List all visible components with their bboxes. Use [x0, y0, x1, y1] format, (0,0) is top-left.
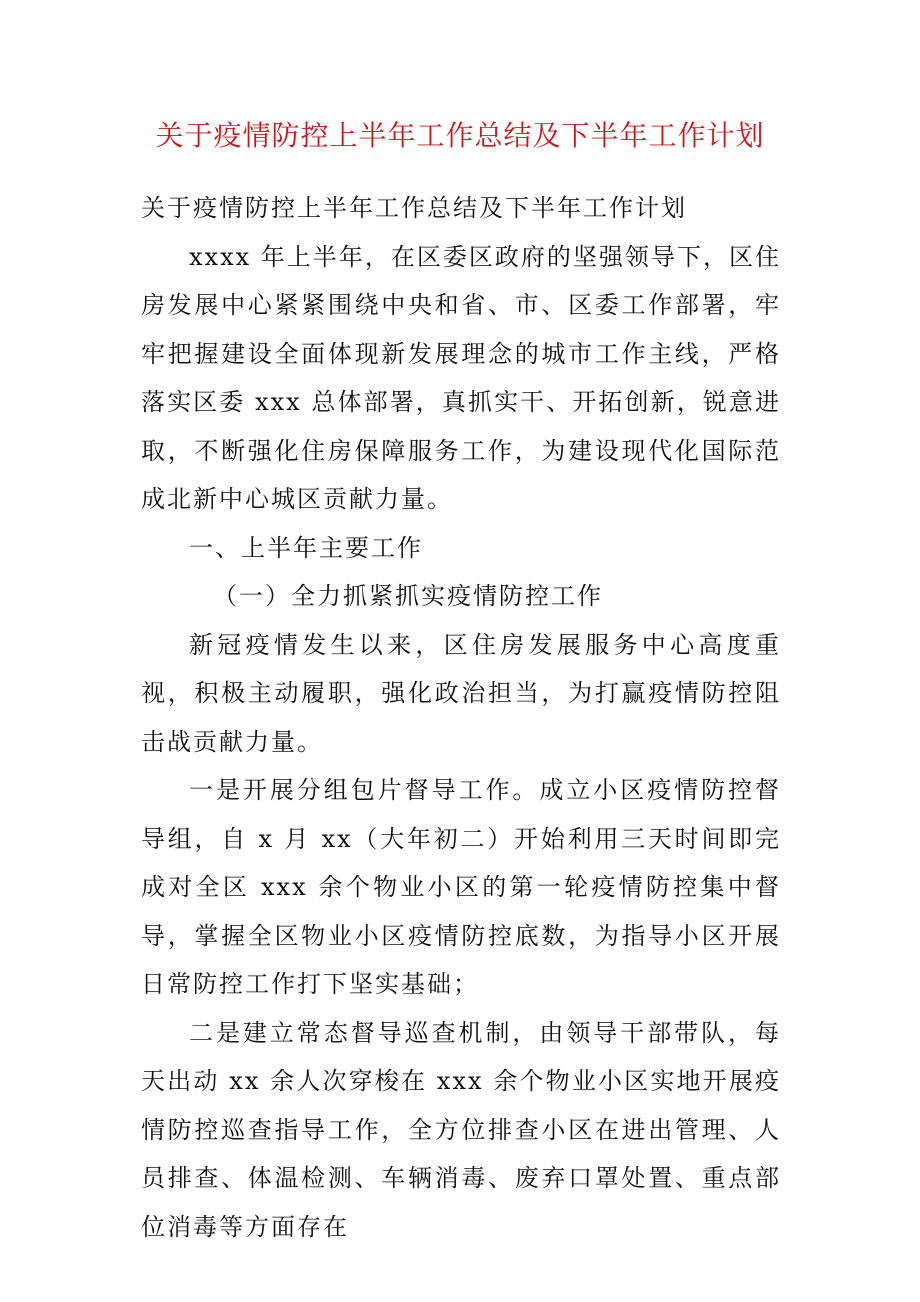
paragraph-item-one: 一是开展分组包片督导工作。成立小区疫情防控督导组，自 x 月 xx（大年初二）开始利用三天时间即完成对全区 xxx 余个物业小区的第一轮疫情防控集中督导，掌握全区物业小区疫情防控底数，为指导小区开展日常防控工作打下坚实基础； — [141, 776, 781, 998]
body-heading-repeat: 关于疫情防控上半年工作总结及下半年工作计划 — [141, 194, 687, 222]
paragraph-item-two: 二是建立常态督导巡查机制，由领导干部带队，每天出动 xx 余人次穿梭在 xxx 余个物业小区实地开展疫情防控巡查指导工作，全方位排查小区在进出管理、人员排查、体温检测、车辆消毒、废弃口罩处置、重点部位消毒等方面存在 — [141, 1018, 781, 1241]
document-body — [141, 184, 781, 1251]
section-heading: 一、上半年主要工作 — [189, 533, 423, 562]
subsection-heading: （一）全力抓紧抓实疫情防控工作 — [213, 582, 603, 610]
paragraph-overview: 新冠疫情发生以来，区住房发展服务中心高度重视，积极主动履职，强化政治担当，为打赢疫情防控阻击战贡献力量。 — [141, 630, 781, 756]
document-title: 关于疫情防控上半年工作总结及下半年工作计划 — [155, 119, 765, 152]
intro-paragraph: xxxx 年上半年，在区委区政府的坚强领导下，区住房发展中心紧紧围绕中央和省、市、区委工作部署，牢牢把握建设全面体现新发展理念的城市工作主线，严格落实区委 xxx 总体部署，真抓实干、开拓创新，锐意进取，不断强化住房保障服务工作，为建设现代化国际范成北新中心城区贡献力量。 — [141, 242, 781, 513]
